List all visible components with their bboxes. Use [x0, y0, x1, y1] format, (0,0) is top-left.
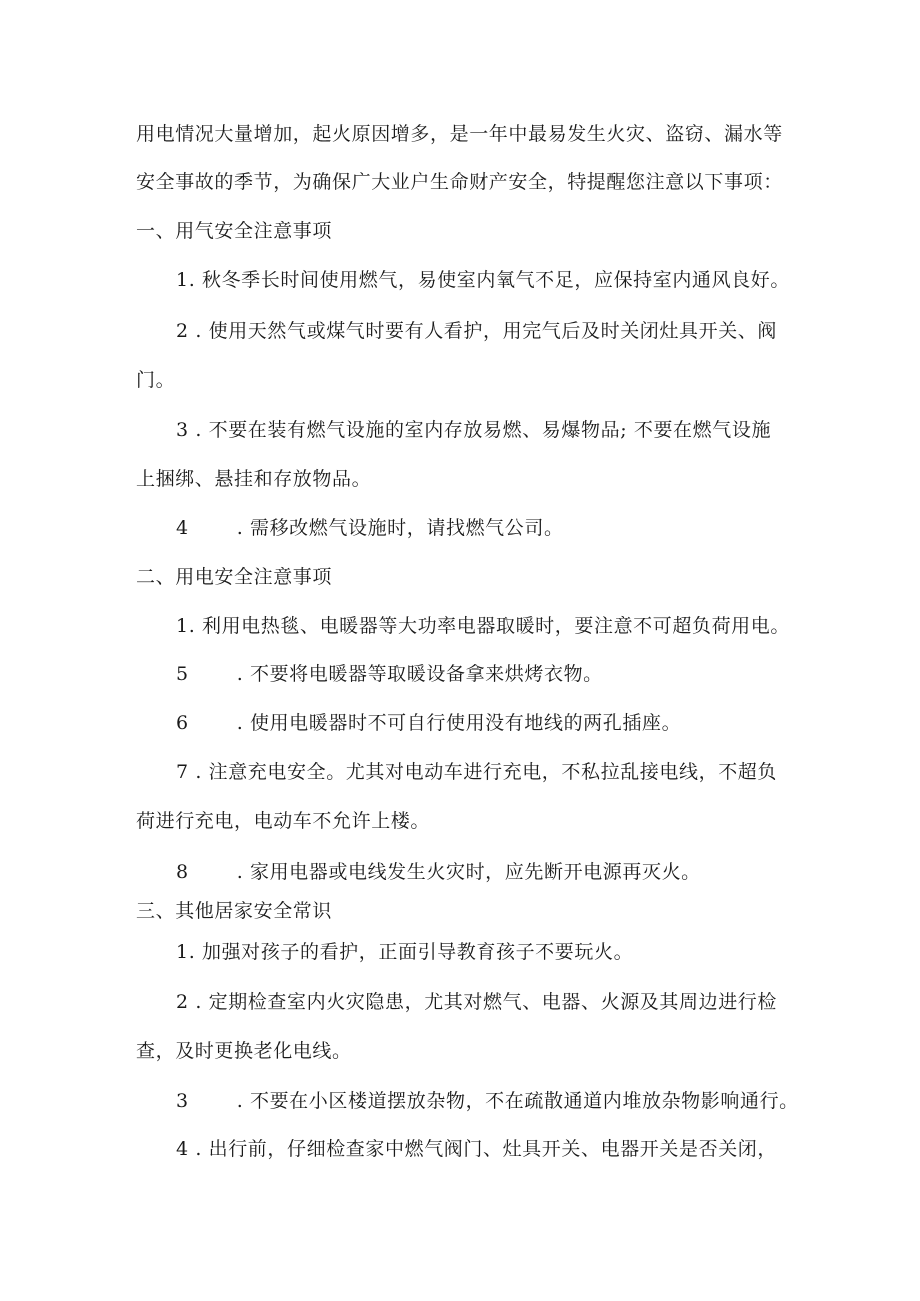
- item-number: 8: [176, 861, 189, 883]
- item-text: . 不要在小区楼道摆放杂物，不在疏散通道内堆放杂物影响通行。: [236, 1090, 799, 1112]
- section-1-heading: 一、用气安全注意事项: [136, 220, 333, 242]
- section-1-item-3-line-1: 3 . 不要在装有燃气设施的室内存放易燃、易爆物品; 不要在燃气设施: [176, 419, 772, 441]
- section-2-item-7-line-2: 荷进行充电，电动车不允许上楼。: [136, 810, 431, 832]
- item-text: . 不要将电暖器等取暖设备拿来烘烤衣物。: [236, 663, 603, 685]
- section-1-item-1: 1. 秋冬季长时间使用燃气，易使室内氧气不足，应保持室内通风良好。: [176, 269, 790, 291]
- intro-line-1: 用电情况大量增加，起火原因增多，是一年中最易发生火灾、盗窃、漏水等: [136, 123, 783, 145]
- item-number: 3: [176, 1090, 189, 1112]
- item-number: 4: [176, 517, 189, 539]
- section-3-item-4: 4 . 出行前，仔细检查家中燃气阀门、灶具开关、电器开关是否关闭，: [176, 1138, 778, 1160]
- item-text: . 需移改燃气设施时，请找燃气公司。: [236, 517, 564, 539]
- section-2-item-7-line-1: 7 . 注意充电安全。尤其对电动车进行充电，不私拉乱接电线，不超负: [176, 761, 778, 783]
- section-3-item-1: 1. 加强对孩子的看护，正面引导教育孩子不要玩火。: [176, 941, 634, 963]
- section-3-heading: 三、其他居家安全常识: [136, 900, 333, 922]
- section-1-item-2-line-1: 2 . 使用天然气或煤气时要有人看护，用完气后及时关闭灶具开关、阀: [176, 320, 778, 342]
- section-2-item-5: [176, 662, 603, 686]
- section-1-item-4: [176, 516, 564, 540]
- section-2-item-1: 1. 利用电热毯、电暖器等大功率电器取暖时，要注意不可超负荷用电。: [176, 615, 790, 637]
- section-3-item-3: [176, 1089, 799, 1113]
- section-2-heading: 二、用电安全注意事项: [136, 566, 333, 588]
- item-text: . 家用电器或电线发生火灾时，应先断开电源再灭火。: [236, 861, 701, 883]
- section-3-item-2-line-1: 2 . 定期检查室内火灾隐患，尤其对燃气、电器、火源及其周边进行检: [176, 991, 778, 1013]
- section-3-item-2-line-2: 查，及时更换老化电线。: [136, 1040, 352, 1062]
- section-2-item-8: [176, 860, 701, 884]
- section-1-item-3-line-2: 上捆绑、悬挂和存放物品。: [136, 468, 372, 490]
- item-text: . 使用电暖器时不可自行使用没有地线的两孔插座。: [236, 712, 682, 734]
- section-2-item-6: [176, 711, 681, 735]
- item-number: 6: [176, 712, 189, 734]
- item-number: 5: [176, 663, 189, 685]
- section-1-item-2-line-2: 门。: [136, 369, 176, 391]
- intro-line-2: 安全事故的季节，为确保广大业户生命财产安全，特提醒您注意以下事项：: [136, 171, 783, 193]
